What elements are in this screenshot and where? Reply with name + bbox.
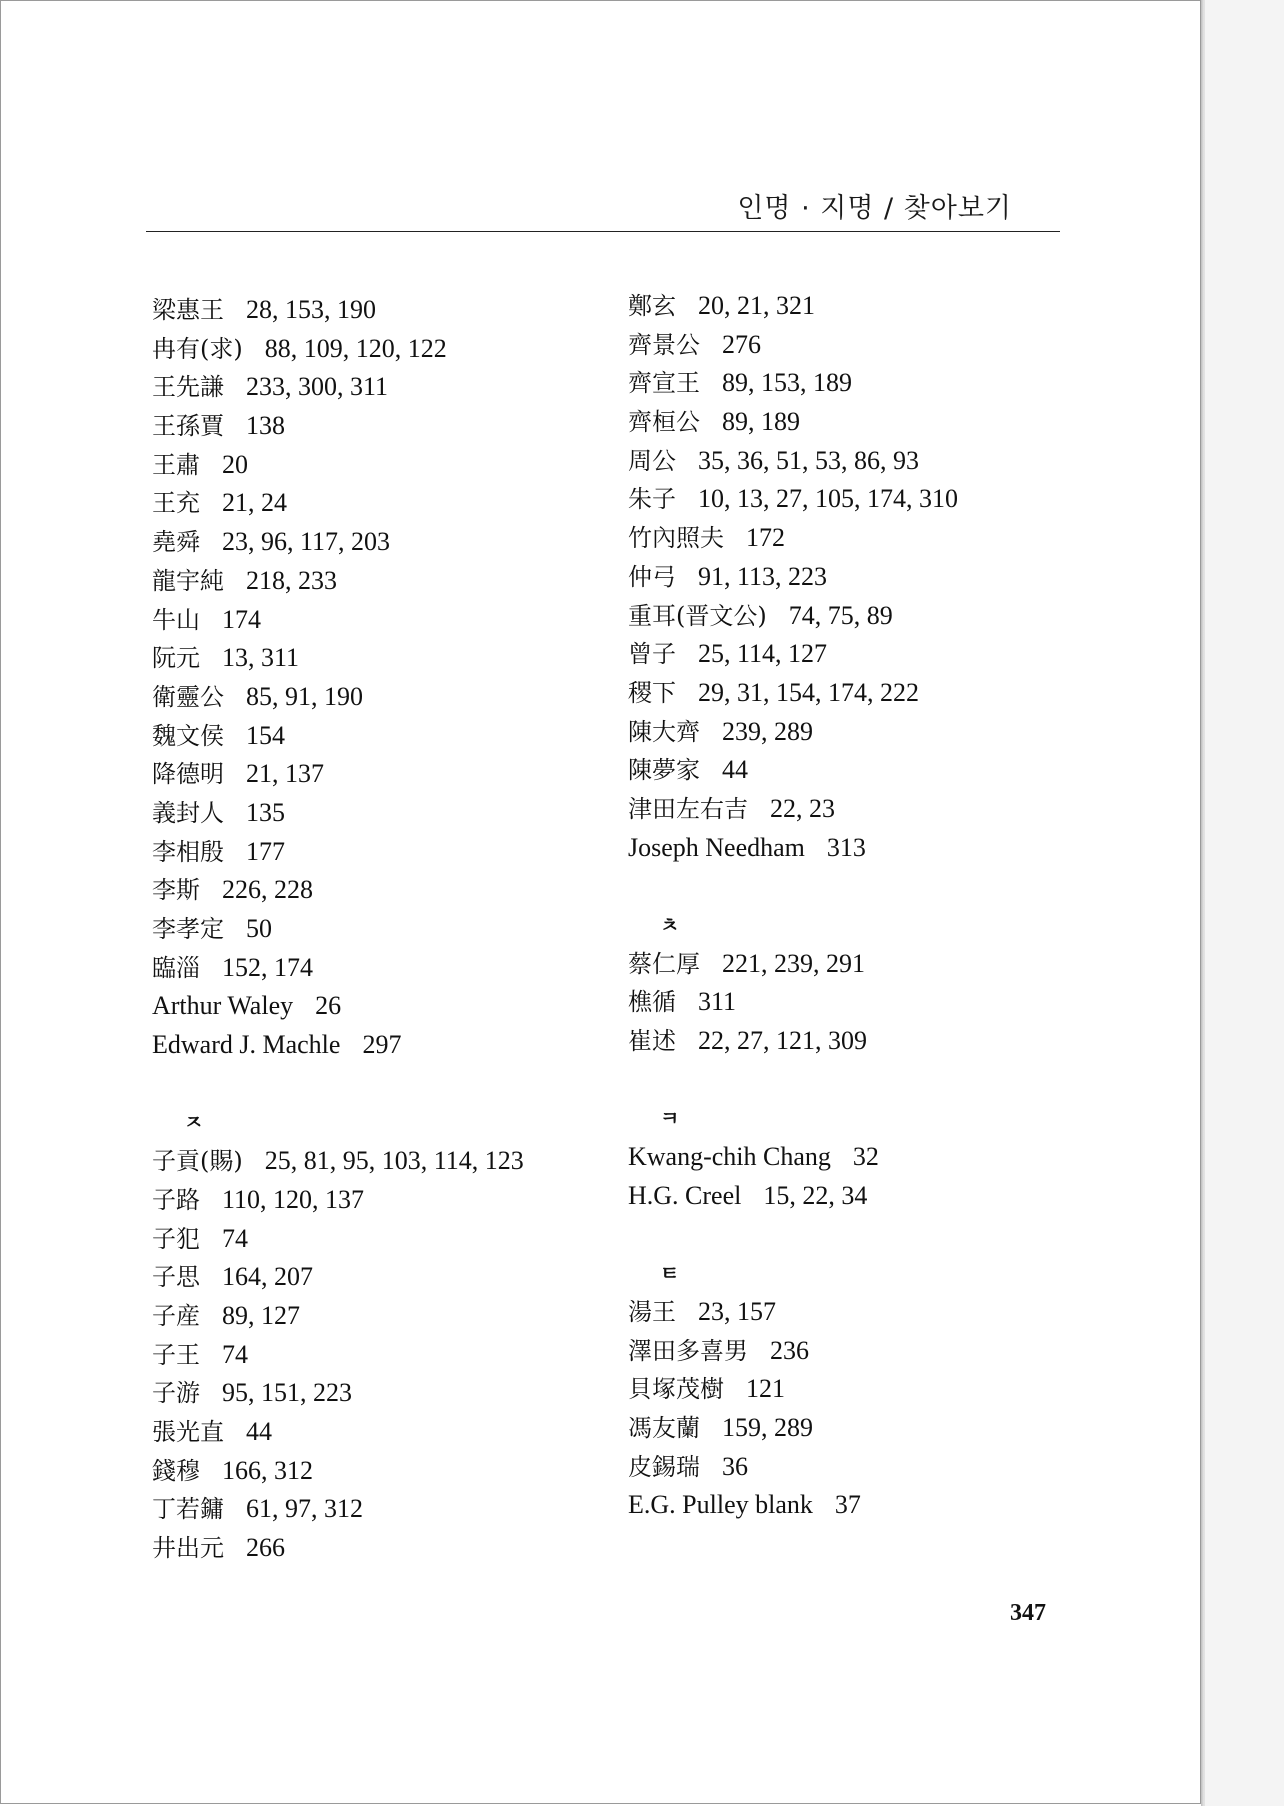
index-entry — [628, 1448, 1098, 1487]
index-entry — [152, 1297, 622, 1336]
entry-pages: 25, 114, 127 — [698, 639, 828, 669]
entry-pages: 152, 174 — [222, 952, 313, 982]
entry-name: 錢穆 — [152, 1456, 200, 1485]
index-entry — [628, 597, 1098, 636]
index-entry — [152, 368, 622, 407]
entry-pages: 21, 137 — [246, 759, 324, 789]
entry-name: 龍宇純 — [152, 566, 224, 595]
entry-pages: 23, 157 — [698, 1296, 776, 1326]
entry-name: 齊桓公 — [628, 408, 700, 437]
entry-pages: 297 — [362, 1030, 402, 1060]
index-entry — [152, 755, 622, 794]
index-entry — [628, 1177, 1098, 1216]
entry-pages: 32 — [852, 1142, 879, 1172]
entry-name: Kwang-chih Chang — [628, 1142, 831, 1172]
entry-pages: 23, 96, 117, 203 — [222, 527, 391, 557]
entry-pages: 61, 97, 312 — [246, 1494, 363, 1524]
left-group-1 — [152, 291, 622, 1065]
entry-name: 王先謙 — [152, 373, 224, 402]
entry-pages: 88, 109, 120, 122 — [264, 333, 447, 363]
index-entry — [152, 1452, 622, 1491]
index-entry — [152, 833, 622, 872]
index-entry — [152, 601, 622, 640]
entry-pages: 44 — [722, 755, 748, 785]
entry-name: 湯王 — [628, 1297, 676, 1326]
entry-pages: 89, 189 — [722, 407, 800, 437]
index-entry — [152, 1529, 622, 1568]
entry-pages: 110, 120, 137 — [222, 1184, 365, 1214]
index-entry — [152, 639, 622, 678]
entry-pages: 89, 127 — [222, 1300, 300, 1330]
index-entry — [628, 790, 1098, 829]
index-entry — [152, 1413, 622, 1452]
index-entry — [152, 678, 622, 717]
entry-name: 子貢(賜) — [152, 1147, 243, 1176]
entry-name: 貝塚茂樹 — [628, 1375, 724, 1404]
index-entry — [152, 1258, 622, 1297]
running-header: 인명 · 지명 / 찾아보기 — [737, 193, 1012, 224]
entry-pages: 154 — [246, 720, 285, 750]
entry-name: 降德明 — [152, 760, 224, 789]
index-entry — [628, 1293, 1098, 1332]
left-group-2 — [152, 1142, 622, 1568]
index-entry — [152, 794, 622, 833]
entry-name: 阮元 — [152, 644, 200, 673]
entry-pages: 35, 36, 51, 53, 86, 93 — [698, 445, 919, 475]
index-entry — [628, 1332, 1098, 1371]
entry-pages: 226, 228 — [222, 875, 313, 905]
index-entry — [628, 326, 1098, 365]
entry-name: 稷下 — [628, 678, 676, 707]
entry-pages: 50 — [246, 914, 272, 943]
section-heading-k: ㅋ — [660, 1106, 680, 1131]
entry-pages: 95, 151, 223 — [222, 1378, 352, 1408]
entry-pages: 85, 91, 190 — [246, 681, 363, 711]
entry-name: 齊景公 — [628, 330, 700, 359]
entry-pages: 138 — [246, 411, 285, 441]
entry-name: 魏文侯 — [152, 721, 224, 750]
entry-name: 鄭玄 — [628, 292, 676, 320]
entry-name: 崔述 — [628, 1027, 676, 1056]
header-rule — [146, 231, 1060, 232]
viewer-background — [1204, 0, 1284, 1806]
entry-name: H.G. Creel — [628, 1180, 742, 1210]
entry-pages: 89, 153, 189 — [722, 368, 852, 398]
entry-pages: 218, 233 — [246, 565, 337, 595]
index-entry — [152, 446, 622, 485]
entry-pages: 313 — [826, 832, 866, 862]
entry-name: 王孫賈 — [152, 412, 224, 441]
entry-name: 子産 — [152, 1301, 200, 1330]
entry-pages: 36 — [722, 1451, 748, 1481]
entry-name: 子王 — [152, 1340, 200, 1369]
index-entry — [152, 949, 622, 988]
index-entry — [152, 1142, 622, 1181]
entry-pages: 172 — [746, 523, 785, 553]
index-entry — [152, 562, 622, 601]
entry-name: 子游 — [152, 1379, 200, 1408]
entry-pages: 13, 311 — [222, 643, 300, 673]
index-entry — [628, 1370, 1098, 1409]
index-entry — [628, 983, 1098, 1022]
section-gap — [628, 867, 1098, 906]
right-group-2 — [628, 945, 1098, 1061]
entry-pages: 25, 81, 95, 103, 114, 123 — [264, 1146, 524, 1176]
entry-pages: 10, 13, 27, 105, 174, 310 — [698, 484, 958, 514]
index-entry — [152, 1490, 622, 1529]
entry-pages: 236 — [770, 1335, 809, 1365]
entry-pages: 177 — [246, 836, 285, 866]
entry-name: 曾子 — [628, 640, 676, 669]
entry-name: 王肅 — [152, 450, 200, 479]
index-entry — [152, 1220, 622, 1259]
entry-name: 井出元 — [152, 1534, 224, 1562]
right-group-1 — [628, 287, 1098, 867]
page-number: 347 — [1010, 1600, 1046, 1626]
index-entry — [628, 480, 1098, 519]
entry-pages: 44 — [246, 1416, 272, 1446]
entry-name: 竹內照夫 — [628, 524, 724, 553]
index-entry — [628, 287, 1098, 326]
index-entry — [152, 330, 622, 369]
entry-pages: 22, 27, 121, 309 — [698, 1026, 867, 1056]
entry-name: 陳夢家 — [628, 756, 700, 785]
section-heading-t: ㅌ — [660, 1261, 680, 1286]
entry-pages: 221, 239, 291 — [722, 948, 865, 978]
entry-pages: 266 — [246, 1533, 285, 1562]
right-column — [628, 287, 1098, 1525]
entry-pages: 29, 31, 154, 174, 222 — [698, 677, 919, 707]
section-heading-j: ㅈ — [184, 1110, 204, 1135]
entry-pages: 28, 153, 190 — [246, 295, 376, 324]
index-entry — [628, 751, 1098, 790]
entry-pages: 21, 24 — [222, 488, 287, 518]
section-gap — [152, 1065, 622, 1104]
entry-pages: 239, 289 — [722, 716, 813, 746]
entry-name: 李相殷 — [152, 837, 224, 866]
index-entry — [628, 558, 1098, 597]
entry-name: 丁若鏞 — [152, 1495, 224, 1524]
entry-name: 子犯 — [152, 1224, 200, 1253]
index-entry — [628, 364, 1098, 403]
entry-pages: 311 — [698, 987, 737, 1017]
entry-name: 李斯 — [152, 876, 200, 905]
index-entry — [628, 442, 1098, 481]
index-entry — [152, 717, 622, 756]
entry-pages: 74 — [222, 1223, 248, 1253]
entry-name: E.G. Pulley blank — [628, 1490, 813, 1520]
index-entry — [628, 1022, 1098, 1061]
entry-name: 子思 — [152, 1263, 200, 1292]
entry-name: Edward J. Machle — [152, 1030, 341, 1060]
entry-pages: 15, 22, 34 — [763, 1180, 868, 1210]
index-entry — [628, 829, 1098, 868]
entry-name: 義封人 — [152, 798, 224, 827]
index-entry — [628, 1409, 1098, 1448]
entry-pages: 164, 207 — [222, 1262, 313, 1292]
index-entry — [152, 407, 622, 446]
entry-name: 子路 — [152, 1185, 200, 1214]
entry-name: 王充 — [152, 489, 200, 518]
index-entry — [152, 871, 622, 910]
entry-name: 馮友蘭 — [628, 1413, 700, 1442]
entry-pages: 276 — [722, 329, 761, 359]
entry-pages: 121 — [746, 1374, 785, 1404]
index-entry — [152, 523, 622, 562]
entry-name: Arthur Waley — [152, 991, 294, 1021]
entry-pages: 74, 75, 89 — [788, 600, 893, 630]
left-column — [152, 291, 622, 1568]
entry-name: 樵循 — [628, 988, 676, 1017]
entry-name: 朱子 — [628, 485, 676, 514]
entry-name: 齊宣王 — [628, 369, 700, 398]
entry-name: 梁惠王 — [152, 296, 224, 324]
entry-name: 堯舜 — [152, 528, 200, 557]
index-entry — [628, 1138, 1098, 1177]
index-entry — [152, 1026, 622, 1065]
index-entry — [152, 291, 622, 330]
entry-name: 重耳(晋文公) — [628, 601, 767, 630]
entry-pages: 20 — [222, 449, 248, 479]
index-entry — [628, 1486, 1098, 1525]
index-entry — [628, 635, 1098, 674]
section-gap — [628, 1061, 1098, 1100]
entry-name: 陳大齊 — [628, 717, 700, 746]
entry-name: Joseph Needham — [628, 832, 805, 862]
entry-pages: 135 — [246, 797, 285, 827]
entry-name: 牛山 — [152, 605, 200, 634]
entry-pages: 22, 23 — [770, 793, 835, 823]
entry-pages: 166, 312 — [222, 1455, 313, 1485]
section-gap — [628, 1216, 1098, 1255]
entry-pages: 74 — [222, 1339, 248, 1369]
index-entry — [152, 987, 622, 1026]
right-group-4 — [628, 1293, 1098, 1525]
index-entry — [628, 519, 1098, 558]
index-entry — [152, 1181, 622, 1220]
entry-pages: 159, 289 — [722, 1412, 813, 1442]
entry-name: 津田左右吉 — [628, 794, 748, 823]
index-entry — [628, 674, 1098, 713]
entry-name: 仲弓 — [628, 562, 676, 591]
entry-pages: 91, 113, 223 — [698, 561, 828, 591]
entry-pages: 26 — [315, 991, 342, 1021]
entry-name: 周公 — [628, 446, 676, 475]
entry-name: 臨淄 — [152, 953, 200, 982]
entry-pages: 174 — [222, 604, 261, 634]
entry-name: 張光直 — [152, 1417, 224, 1446]
entry-name: 李孝定 — [152, 915, 224, 943]
index-entry — [628, 713, 1098, 752]
index-entry — [628, 945, 1098, 984]
index-entry — [152, 910, 622, 949]
entry-name: 皮錫瑞 — [628, 1452, 700, 1481]
entry-name: 衛靈公 — [152, 682, 224, 711]
index-entry — [152, 1336, 622, 1375]
index-entry — [152, 1374, 622, 1413]
entry-pages: 233, 300, 311 — [246, 372, 389, 402]
entry-name: 冉有(求) — [152, 334, 243, 363]
right-group-3 — [628, 1138, 1098, 1215]
entry-pages: 20, 21, 321 — [698, 291, 815, 320]
index-entry — [152, 484, 622, 523]
index-entry — [628, 403, 1098, 442]
entry-pages: 37 — [834, 1490, 861, 1520]
entry-name: 澤田多喜男 — [628, 1336, 748, 1365]
entry-name: 蔡仁厚 — [628, 949, 700, 978]
section-heading-ch: ㅊ — [660, 913, 680, 937]
